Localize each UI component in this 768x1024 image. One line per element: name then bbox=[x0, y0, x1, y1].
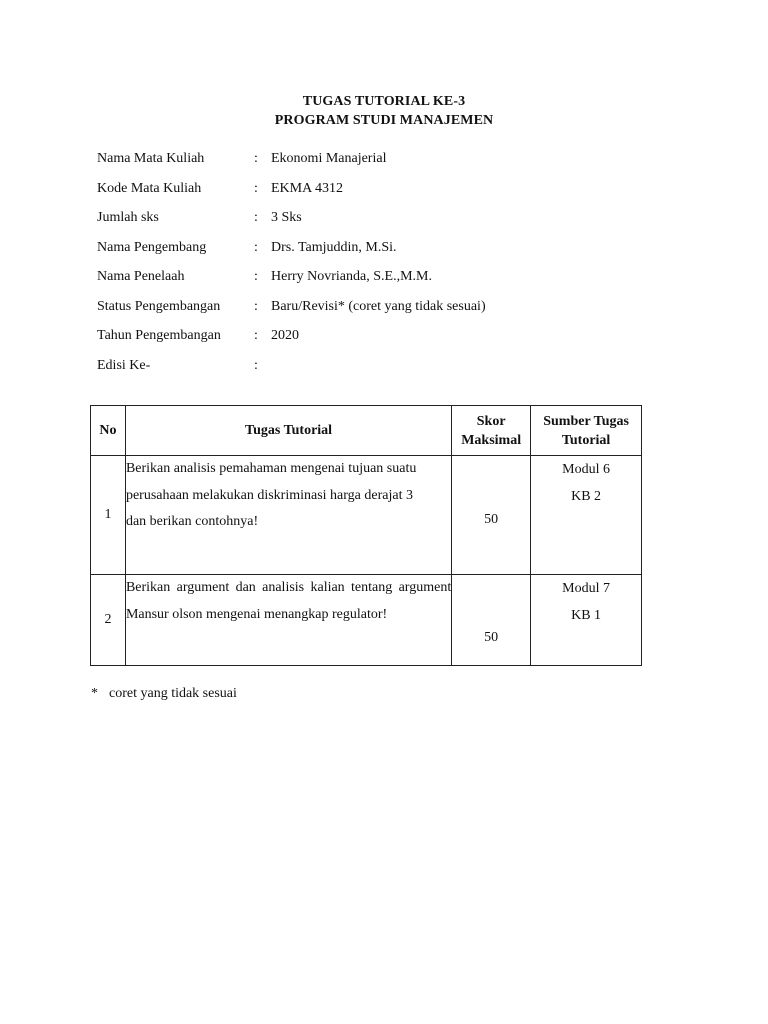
info-colon: : bbox=[254, 180, 258, 196]
info-value: 2020 bbox=[271, 328, 299, 343]
task-number: 2 bbox=[91, 575, 126, 666]
info-label: Edisi Ke- bbox=[97, 357, 151, 373]
task-text bbox=[125, 456, 451, 575]
info-label: Nama Penelaah bbox=[97, 269, 185, 284]
source-kb: KB 2 bbox=[571, 489, 602, 504]
max-score-value: 50 bbox=[484, 630, 499, 645]
header-source-line1: Sumber Tugas bbox=[543, 413, 629, 429]
max-score bbox=[452, 575, 531, 666]
max-score bbox=[452, 456, 531, 575]
table-row bbox=[91, 575, 642, 666]
task-line: perusahaan melakukan diskriminasi harga derajat 3 bbox=[125, 487, 413, 503]
header-score-line2: Maksimal bbox=[461, 432, 522, 448]
info-colon: : bbox=[254, 357, 258, 373]
tutorial-task-table bbox=[90, 405, 642, 666]
task-source bbox=[531, 456, 642, 575]
info-value: Herry Novrianda, S.E.,M.M. bbox=[271, 269, 432, 284]
task-text: Berikan argument dan analisis kalian tentang argument Mansur olson mengenai menangkap regulator! bbox=[125, 575, 451, 666]
info-label: Status Pengembangan bbox=[97, 298, 221, 314]
task-line: dan berikan contohnya! bbox=[125, 514, 259, 529]
footnote-asterisk: * bbox=[91, 686, 98, 701]
info-colon: : bbox=[254, 298, 258, 314]
table-row bbox=[91, 456, 642, 575]
task-number: 1 bbox=[91, 456, 126, 575]
info-label: Tahun Pengembangan bbox=[97, 328, 221, 343]
header-task: Tugas Tutorial bbox=[125, 406, 451, 456]
table-header-row bbox=[91, 406, 642, 456]
source-module: Modul 7 bbox=[562, 581, 610, 596]
info-value: 3 Sks bbox=[271, 210, 302, 225]
info-value: EKMA 4312 bbox=[271, 180, 343, 196]
info-value: Baru/Revisi* (coret yang tidak sesuai) bbox=[271, 298, 486, 314]
info-value: Drs. Tamjuddin, M.Si. bbox=[271, 239, 397, 255]
info-colon: : bbox=[254, 151, 258, 166]
info-label: Kode Mata Kuliah bbox=[97, 180, 202, 196]
info-colon: : bbox=[254, 239, 258, 255]
max-score-value: 50 bbox=[484, 512, 499, 527]
source-module: Modul 6 bbox=[562, 462, 610, 477]
info-value: Ekonomi Manajerial bbox=[271, 151, 387, 166]
footnote-text: coret yang tidak sesuai bbox=[109, 686, 237, 701]
header-source bbox=[531, 406, 642, 456]
info-colon: : bbox=[254, 210, 258, 225]
task-line: Berikan analisis pemahaman mengenai tujuan suatu bbox=[125, 461, 417, 476]
source-kb: KB 1 bbox=[571, 608, 602, 623]
header-source-line2: Tutorial bbox=[561, 432, 611, 448]
info-label: Nama Mata Kuliah bbox=[97, 151, 205, 166]
info-colon: : bbox=[254, 328, 258, 343]
task-source bbox=[531, 575, 642, 666]
header-score bbox=[452, 406, 531, 456]
info-label: Nama Pengembang bbox=[97, 239, 207, 255]
info-colon: : bbox=[254, 269, 258, 284]
header-no: No bbox=[91, 406, 126, 456]
document-title: TUGAS TUTORIAL KE-3 bbox=[302, 94, 466, 109]
document-subtitle: PROGRAM STUDI MANAJEMEN bbox=[274, 113, 494, 128]
header-score-line1: Skor bbox=[476, 413, 506, 429]
info-label: Jumlah sks bbox=[97, 210, 159, 225]
footnote bbox=[91, 686, 237, 702]
